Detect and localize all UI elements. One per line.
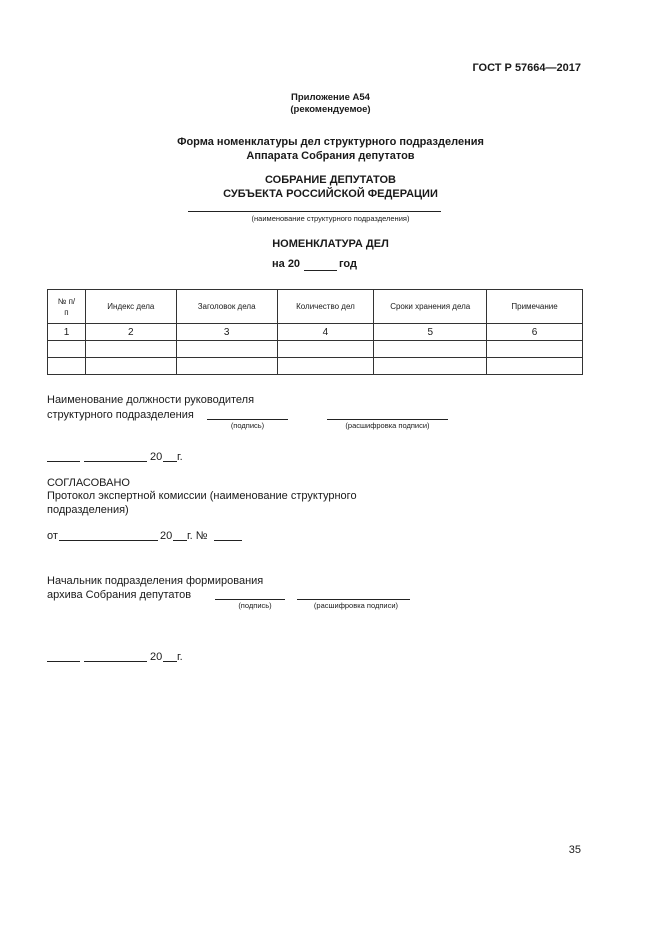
head-signature-caption: (подпись) — [230, 421, 265, 430]
approved-line1: Протокол экспертной комиссии (наименование структурного — [47, 490, 357, 502]
date2-year: 20 — [150, 651, 163, 663]
column-number: 6 — [487, 324, 583, 341]
org-name-line2: СУБЪЕКТА РОССИЙСКОЙ ФЕДЕРАЦИИ — [223, 188, 438, 200]
table-cell — [487, 358, 583, 375]
head-signature-line — [207, 419, 288, 420]
date1-month-line — [84, 461, 147, 462]
appendix-title: Приложение А54 — [291, 92, 370, 103]
appendix-note: (рекомендуемое) — [290, 104, 371, 115]
year-suffix: год — [339, 258, 357, 270]
form-title-line1: Форма номенклатуры дел структурного подразделения — [177, 136, 484, 148]
archive-decode-line — [297, 599, 410, 600]
table-cell — [277, 341, 374, 358]
date1-year-line — [163, 461, 177, 462]
protocol-from: от — [47, 530, 58, 542]
table-cell — [85, 358, 176, 375]
table-header-row — [48, 290, 583, 324]
header-title: Заголовок дела — [176, 290, 277, 324]
date2-year-line — [163, 661, 177, 662]
archive-position-line2: архива Собрания депутатов — [47, 589, 192, 601]
head-position-line2: структурного подразделения — [47, 409, 194, 421]
table-cell — [374, 341, 487, 358]
column-number: 2 — [85, 324, 176, 341]
archive-position-line1: Начальник подразделения формирования — [47, 575, 264, 587]
header-retention: Сроки хранения дела — [374, 290, 487, 324]
nomenclature-table — [47, 289, 583, 375]
date2-month-line — [84, 661, 147, 662]
table-cell — [374, 358, 487, 375]
date1-year: 20 — [150, 451, 163, 463]
approved-label: СОГЛАСОВАНО — [47, 477, 130, 489]
table-number-row — [48, 324, 583, 341]
approved-line2: подразделения) — [47, 504, 129, 516]
table-cell — [48, 358, 86, 375]
org-unit-caption: (наименование структурного подразделения) — [251, 214, 410, 223]
header-index: Индекс дела — [85, 290, 176, 324]
protocol-year-line — [173, 540, 187, 541]
header-count: Количество дел — [277, 290, 374, 324]
column-number: 5 — [374, 324, 487, 341]
table-cell — [487, 341, 583, 358]
protocol-number-line — [214, 540, 242, 541]
header-note: Примечание — [487, 290, 583, 324]
archive-signature-caption: (подпись) — [238, 601, 272, 610]
form-title-line2: Аппарата Собрания депутатов — [246, 150, 415, 162]
head-decode-caption: (расшифровка подписи) — [345, 421, 430, 430]
year-prefix: на 20 — [272, 258, 301, 270]
date1-day-line — [47, 461, 80, 462]
table-cell — [176, 341, 277, 358]
archive-signature-line — [215, 599, 285, 600]
table-cell — [48, 341, 86, 358]
org-unit-line — [188, 211, 441, 212]
year-line — [304, 270, 337, 271]
table-row — [48, 358, 583, 375]
protocol-number-label: г. № — [187, 530, 208, 542]
head-decode-line — [327, 419, 448, 420]
header-number: № п/п — [48, 290, 86, 324]
head-position-line1: Наименование должности руководителя — [47, 394, 255, 406]
date2-suffix: г. — [177, 651, 183, 663]
column-number: 3 — [176, 324, 277, 341]
table-cell — [85, 341, 176, 358]
table-row — [48, 341, 583, 358]
table-cell — [176, 358, 277, 375]
table-cell — [277, 358, 374, 375]
protocol-year: 20 — [160, 530, 173, 542]
nomenclature-title: НОМЕНКЛАТУРА ДЕЛ — [272, 238, 389, 250]
org-name-line1: СОБРАНИЕ ДЕПУТАТОВ — [265, 174, 396, 186]
archive-decode-caption: (расшифровка подписи) — [313, 601, 399, 610]
column-number: 4 — [277, 324, 374, 341]
page-number: 35 — [568, 844, 581, 856]
date2-day-line — [47, 661, 80, 662]
standard-number: ГОСТ Р 57664—2017 — [472, 62, 581, 74]
protocol-date-line — [59, 540, 158, 541]
column-number: 1 — [48, 324, 86, 341]
date1-suffix: г. — [177, 451, 183, 463]
